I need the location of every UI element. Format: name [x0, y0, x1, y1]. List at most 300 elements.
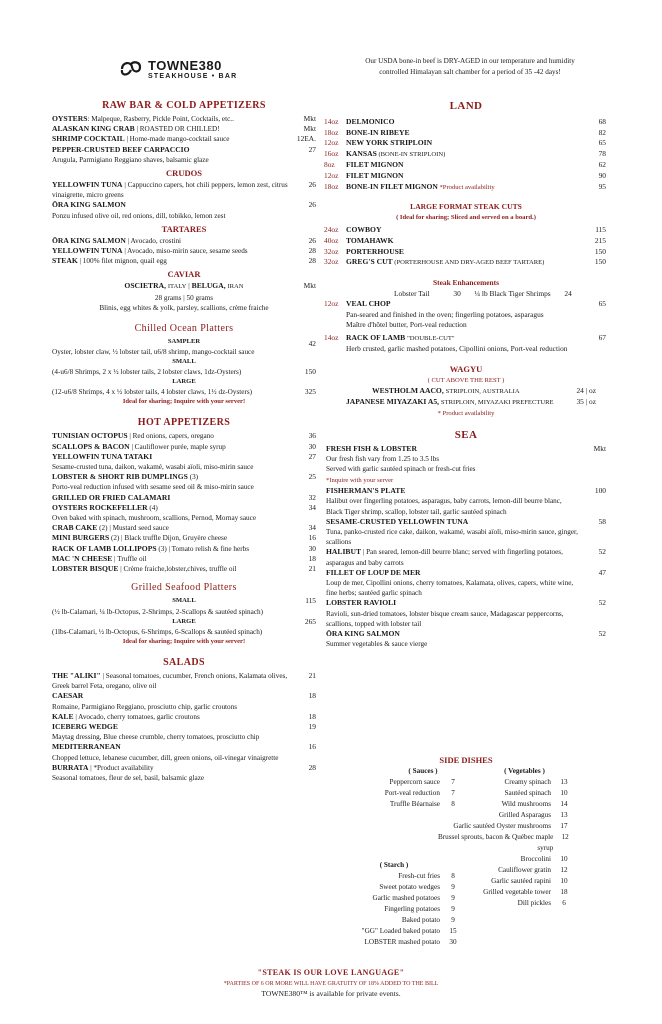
land-item-name: KANSAS — [346, 148, 377, 158]
wagyu-2-name: JAPANESE MIYAZAKI A5, — [346, 397, 440, 407]
crudos-item-text — [52, 211, 316, 221]
hot-appetizer-item-desc: | Cauliflower purée, maple syrup — [129, 442, 226, 451]
raw-bar-item — [52, 124, 316, 134]
land-item — [326, 160, 606, 171]
gratuity-note: *PARTIES OF 6 OR MORE WILL HAVE GRATUITY OF 18% ADDED TO THE BILL — [223, 981, 439, 987]
starch-item-price: 9 — [451, 905, 455, 913]
sea-item-text — [326, 486, 606, 496]
sea-item-text — [326, 598, 606, 608]
sea-item-desc: Ravioli, sun-dried tomatoes, lobster bisque cream sauce, Madagascar peppercorns, scallions, topped with lobster tail — [326, 609, 564, 628]
crudos-item-price: 26 — [308, 180, 316, 190]
sauce-item-name: Port-veal reduction — [384, 789, 440, 797]
vegetable-item-price: 10 — [560, 789, 568, 797]
hot-appetizer-item — [52, 442, 316, 452]
land-item-price: 95 — [598, 181, 606, 191]
salad-item — [52, 712, 316, 722]
sharing-note: Ideal for sharing; Inquire with your server! — [122, 398, 246, 406]
starch-item — [352, 937, 466, 948]
large-cuts-note: ( Ideal for sharing; Sliced and served on a board.) — [396, 214, 536, 222]
hot-appetizer-item-text — [52, 523, 316, 533]
salad-item-text — [52, 702, 316, 712]
raw-bar-list — [52, 114, 316, 165]
vegetable-item-name: Creamy spinach — [504, 778, 551, 786]
salad-item-name: KALE — [52, 711, 74, 721]
wagyu-note: ( CUT ABOVE THE REST ) — [427, 376, 505, 384]
crudos-item-name: ŌRA KING SALMON — [52, 200, 126, 210]
caviar-row: OSCIETRA, ITALY | BELUGA, IRAN Mkt — [124, 281, 316, 291]
enhancements-row — [326, 289, 606, 299]
raw-bar-item — [52, 155, 316, 165]
sea-item-text — [326, 517, 606, 527]
raw-bar-item-price: 27 — [308, 144, 316, 154]
salad-item — [52, 753, 316, 763]
vegetable-item — [432, 799, 577, 810]
salad-item-price: 18 — [308, 691, 316, 701]
sauce-item-price: 7 — [451, 778, 455, 786]
large-cut-item — [326, 247, 606, 258]
hot-appetizer-item-text — [52, 513, 316, 523]
brand-mark-icon — [118, 58, 144, 80]
hot-appetizer-item-desc: (3) | Tomato relish & fine herbs — [156, 544, 249, 553]
sea-item — [326, 527, 606, 547]
hot-appetizer-item-text — [52, 472, 316, 482]
tartares-item-text — [52, 246, 316, 256]
wagyu-1-desc: STRIPLOIN, AUSTRALIA — [445, 388, 520, 396]
vegetable-item-price: 10 — [560, 855, 568, 863]
fresh-fish-name: FRESH FISH & LOBSTER — [326, 443, 417, 453]
vegetable-item — [432, 777, 577, 788]
raw-bar-item-name: SHRIMP COCKTAIL — [52, 134, 125, 144]
raw-bar-item-name: ALASKAN KING CRAB — [52, 124, 135, 134]
crudos-item-text — [52, 200, 316, 210]
hot-appetizer-item — [52, 513, 316, 523]
private-events-note: TOWNE380™ is available for private events. — [261, 989, 401, 998]
wagyu-1-price: 24 | oz — [576, 386, 596, 396]
starch-column — [352, 860, 466, 948]
land-list — [326, 117, 606, 193]
hot-appetizer-item-price: 30 — [308, 441, 316, 451]
land-item — [326, 117, 606, 128]
hot-appetizer-item-price: 21 — [308, 564, 316, 574]
starch-item — [352, 893, 466, 904]
land-item — [326, 171, 606, 182]
crudos-item-desc: Ponzu infused olive oil, red onions, dill, tobikko, lemon zest — [52, 211, 226, 220]
land-item-desc: *Product availability — [437, 183, 495, 191]
raw-bar-item-desc: | Home-made mango-cocktail sauce — [124, 135, 230, 144]
sea-item-desc: Halibut over fingerling potatoes, asparagus, baby carrots, lemon-dill beurre blanc, Black Tiger shrimp, scallop, lobster tail, garlic sautéed spinach — [326, 497, 562, 516]
lamb-row — [326, 333, 606, 345]
salad-item-desc: | Avocado, cherry tomatoes, garlic croutons — [73, 712, 200, 721]
lamb-tag: "DOUBLE-CUT" — [407, 334, 455, 342]
land-item-oz: 18oz — [324, 127, 339, 137]
starch-item-price: 30 — [449, 938, 457, 946]
vegetable-item — [432, 788, 577, 799]
large-cut-item-oz: 32oz — [324, 246, 339, 256]
crudos-item-text — [52, 180, 316, 200]
veal-oz: 12oz — [324, 298, 339, 308]
sea-item-price: 52 — [598, 628, 606, 638]
hot-appetizer-item-desc: (3) — [187, 473, 199, 482]
salad-item — [52, 742, 316, 752]
hot-appetizer-item-name: GRILLED OR FRIED CALAMARI — [52, 492, 171, 502]
hot-appetizer-item-price: 34 — [308, 502, 316, 512]
tartares-item-desc: | Avocado, crostini — [125, 236, 182, 245]
salad-item-price: 28 — [308, 762, 316, 772]
vegetable-item-name: Cauliflower gratin — [498, 866, 551, 874]
sea-item-price: 47 — [598, 567, 606, 577]
lamb-desc: Herb crusted, garlic mashed potatoes, Cipollini onions, Port-veal reduction — [346, 344, 568, 354]
sea-item — [326, 568, 606, 578]
starch-item-name: Baked potato — [401, 916, 440, 924]
small-label: SMALL — [172, 357, 196, 365]
sauce-item-name: Peppercorn sauce — [389, 778, 440, 786]
hot-appetizer-item-text — [52, 462, 316, 472]
hot-appetizer-item — [52, 544, 316, 554]
starch-item — [352, 871, 466, 882]
salad-item — [52, 732, 316, 742]
hot-appetizer-item-desc: | Red onions, capers, oregano — [127, 432, 214, 441]
raw-bar-item-text — [52, 114, 316, 124]
salads-title: SALADS — [163, 656, 205, 668]
crudos-item — [52, 211, 316, 221]
salad-item-desc: | Seasonal tomatoes, cucumber, French onions, Kalamata olives, Greek barrel Feta, oregano, olive oil — [52, 671, 288, 691]
hot-appetizer-item-text — [52, 452, 316, 462]
hot-appetizer-item-text — [52, 431, 316, 441]
sea-item-price: 100 — [594, 486, 606, 496]
hot-appetizer-item-name: RACK OF LAMB LOLLIPOPS — [52, 543, 157, 553]
large-cut-item-name: COWBOY — [346, 225, 382, 235]
fresh-fish-inquire: *Inquire with your server — [326, 476, 394, 484]
vegetable-item — [432, 810, 577, 821]
salad-item-text — [52, 742, 316, 752]
veal-price: 65 — [598, 298, 606, 308]
raw-bar-item-text — [52, 124, 316, 134]
hot-appetizer-item-price: 27 — [308, 451, 316, 461]
right-column — [326, 96, 606, 649]
tartares-item-text — [52, 236, 316, 246]
hot-appetizer-item — [52, 503, 316, 513]
starch-item-price: 9 — [451, 916, 455, 924]
sea-item-price: 52 — [598, 598, 606, 608]
land-item-oz: 16oz — [324, 148, 339, 158]
tartares-item-price: 26 — [308, 235, 316, 245]
salad-item — [52, 722, 316, 732]
hot-appetizer-item — [52, 493, 316, 503]
sea-item — [326, 496, 606, 516]
starch-item — [352, 904, 466, 915]
land-item — [326, 182, 606, 194]
hot-appetizer-item — [52, 554, 316, 564]
hot-appetizer-item-price: 16 — [308, 533, 316, 543]
starch-item-name: Sweet potato wedges — [379, 883, 440, 891]
grilled-small-label — [52, 596, 316, 606]
sea-item-text — [326, 568, 606, 578]
hot-appetizer-item-text — [52, 564, 316, 574]
salad-item-price: 18 — [308, 711, 316, 721]
land-item-name: FILET MIGNON — [346, 170, 404, 180]
veal-row — [326, 299, 606, 310]
salad-item-desc: Seasonal tomatoes, fleur de sel, basil, balsamic glaze — [52, 773, 205, 782]
starch-item — [352, 882, 466, 893]
tartares-item — [52, 236, 316, 246]
sampler-desc: Oyster, lobster claw, ½ lobster tail, u6/8 shrimp, mango-cocktail sauce — [52, 347, 255, 356]
hot-appetizer-item-name: LOBSTER & SHORT RIB DUMPLINGS — [52, 472, 188, 482]
hot-appetizer-item — [52, 533, 316, 543]
lamb-price: 67 — [598, 332, 606, 342]
vegetable-item-price: 14 — [560, 800, 568, 808]
veal-name: VEAL CHOP — [346, 298, 391, 308]
sauces-title: ( Sauces ) — [408, 767, 438, 775]
tartares-list — [52, 236, 316, 267]
tartares-item — [52, 256, 316, 266]
raw-bar-item — [52, 114, 316, 124]
vegetable-item-price: 6 — [562, 899, 566, 907]
small-desc: (4-u6/8 Shrimps, 2 x ½ lobster tails, 2 lobster claws, 1dz-Oysters) — [52, 368, 242, 377]
salad-item — [52, 702, 316, 712]
starch-item-price: 9 — [451, 883, 455, 891]
raw-bar-item-name: PEPPER-CRUSTED BEEF CARPACCIO — [52, 144, 190, 154]
salad-item — [52, 763, 316, 773]
sea-item — [326, 639, 606, 649]
sea-list — [326, 486, 606, 649]
salad-item-text — [52, 691, 316, 701]
left-column — [52, 96, 316, 783]
sea-item-desc: | Pan seared, lemon-dill beurre blanc; served with fingerling potatoes, asparagus and baby carrots — [326, 548, 563, 567]
hot-appetizer-item — [52, 523, 316, 533]
sampler-price: 42 — [308, 338, 316, 348]
starch-item — [352, 915, 466, 926]
wagyu-1-name: WESTHOLM AACO, — [372, 386, 444, 396]
land-item-price: 90 — [598, 170, 606, 180]
salads-list — [52, 671, 316, 783]
starch-item-name: Garlic mashed potatoes — [372, 894, 440, 902]
lamb-name: RACK OF LAMB — [346, 332, 406, 342]
salad-item-name: BURRATA — [52, 762, 89, 772]
sampler-label: SAMPLER — [167, 337, 201, 345]
vegetable-item-name: Garlic sautéed Oyster mushrooms — [453, 822, 551, 830]
footer — [0, 968, 662, 998]
crudos-item-desc: | Cappuccino capers, hot chili peppers, lemon zest, citrus vinaigrette, micro greens — [52, 181, 288, 200]
sea-item-name: SESAME-CRUSTED YELLOWFIN TUNA — [326, 516, 469, 526]
salad-item-name: ICEBERG WEDGE — [52, 721, 118, 731]
sauce-item-price: 7 — [451, 789, 455, 797]
hot-appetizer-item-name: MINI BURGERS — [52, 533, 110, 543]
large-cut-item — [326, 225, 606, 236]
salad-item-text — [52, 763, 316, 773]
sea-item-price: 52 — [598, 547, 606, 557]
land-title: LAND — [449, 100, 483, 112]
large-cut-item-name: TOMAHAWK — [346, 235, 394, 245]
salad-item-text — [52, 671, 316, 691]
brand-logo — [118, 56, 268, 86]
vegetable-item-price: 12 — [560, 866, 568, 874]
hot-appetizer-item-text — [52, 544, 316, 554]
enh-lobster-price: 30 — [453, 288, 461, 298]
crudos-title: CRUDOS — [166, 168, 202, 179]
sea-item-desc: Loup de mer, Cipollini onions, cherry tomatoes, Kalamata, olives, capers, white wine, fine herbs; sautéed garlic spinach — [326, 578, 574, 598]
usda-note: Our USDA bone-in beef is DRY-AGED in our temperature and humidity controlled Himalayan salt chamber for a period of 35 -42 days! — [365, 57, 575, 76]
wagyu-title: WAGYU — [449, 363, 483, 374]
starch-item-name: LOBSTER mashed potato — [364, 938, 440, 946]
hot-appetizer-item-name: TUNISIAN OCTOPUS — [52, 431, 128, 441]
brand-subtitle: STEAKHOUSE • BAR — [148, 73, 238, 80]
raw-bar-item-price: Mkt — [303, 124, 316, 134]
salad-item-text — [52, 712, 316, 722]
sea-item — [326, 609, 606, 629]
caviar-oscietra: OSCIETRA, — [124, 281, 166, 291]
salad-item-desc: Chopped lettuce, lebanese cucumber, dill, green onions, oil-vinegar vinaigrette — [52, 753, 279, 762]
land-item-price: 68 — [598, 117, 606, 126]
salad-item-price: 19 — [308, 721, 316, 731]
sea-item-text — [326, 547, 606, 567]
sea-item-name: FILLET OF LOUP DE MER — [326, 567, 421, 577]
slogan: "STEAK IS OUR LOVE LANGUAGE" — [257, 968, 405, 977]
starch-item-name: Fresh-cut fries — [398, 872, 440, 880]
hot-appetizer-item-name: SCALLOPS & BACON — [52, 441, 130, 451]
large-cut-item-oz: 32oz — [324, 257, 339, 267]
salad-item-text — [52, 773, 316, 783]
land-item-name: BONE-IN FILET MIGNON — [346, 181, 438, 191]
vegetable-item-name: Wild mushrooms — [501, 800, 551, 808]
large-desc: (12-u6/8 Shrimps, 4 x ½ lobster tails, 4 lobster claws, 1½ dz-Oysters) — [52, 388, 253, 397]
land-item — [326, 149, 606, 161]
raw-bar-item-text — [52, 145, 316, 155]
sea-item — [326, 547, 606, 567]
sea-item-name: LOBSTER RAVIOLI — [326, 598, 397, 608]
hot-appetizer-item — [52, 482, 316, 492]
sea-item — [326, 517, 606, 527]
land-item — [326, 138, 606, 149]
raw-bar-item-desc: | ROASTED OR CHILLED! — [134, 125, 220, 134]
fresh-fish-row — [326, 444, 606, 454]
land-item-oz: 12oz — [324, 138, 339, 148]
land-item-name: DELMONICO — [346, 117, 395, 126]
hot-appetizers-list — [52, 431, 316, 574]
sea-item-name: ŌRA KING SALMON — [326, 628, 400, 638]
caviar-price: Mkt — [303, 281, 316, 291]
lamb-oz: 14oz — [324, 332, 339, 342]
enh-lobster: Lobster Tail — [394, 288, 430, 298]
hot-appetizer-item-text — [52, 554, 316, 564]
hot-appetizer-item-price: 30 — [308, 543, 316, 553]
vegetable-item-name: Garlic sautéed rapini — [491, 877, 551, 885]
hot-appetizer-item-desc: Porto-veal reduction infused with sesame seed oil & miso-mirin sauce — [52, 483, 254, 492]
tartares-item-name: YELLOWFIN TUNA — [52, 246, 123, 256]
raw-bar-item-text — [52, 155, 316, 165]
land-item-oz: 18oz — [324, 181, 339, 191]
tartares-item-desc: | Avocado, miso-mirin sauce, sesame seeds — [122, 247, 248, 256]
salad-item — [52, 691, 316, 701]
hot-appetizer-item — [52, 431, 316, 441]
caviar-beluga: BELUGA, — [191, 281, 226, 291]
vegetable-item-price: 17 — [560, 822, 568, 830]
hot-appetizer-item-text — [52, 482, 316, 492]
hot-appetizer-item-name: CRAB CAKE — [52, 523, 98, 533]
hot-appetizer-item-price: 34 — [308, 523, 316, 533]
grilled-large-label-text: LARGE — [172, 617, 196, 625]
tartares-item-name: STEAK — [52, 256, 78, 266]
hot-appetizer-item-desc: | Truffle oil — [112, 554, 147, 563]
salad-item-desc: | *Product availability — [88, 763, 154, 772]
land-item-desc: (BONE-IN STRIPLOIN) — [376, 150, 446, 158]
vegetable-item-name: Brussel sprouts, bacon & Québec maple syrup — [437, 833, 554, 852]
land-item-price: 62 — [598, 160, 606, 170]
large-cuts-title: LARGE FORMAT STEAK CUTS — [410, 202, 522, 212]
large-row — [52, 387, 316, 397]
wagyu-2-desc: STRIPLOIN, MIYAZAKI PREFECTURE — [440, 399, 554, 407]
vegetable-item — [432, 832, 577, 854]
hot-appetizer-item-name: YELLOWFIN TUNA TATAKI — [52, 451, 153, 461]
enh-shrimp-price: 24 — [564, 288, 572, 298]
crudos-item-name: YELLOWFIN TUNA — [52, 180, 123, 190]
caviar-title: CAVIAR — [167, 269, 201, 280]
starch-list — [352, 871, 466, 948]
starch-item-price: 8 — [451, 872, 455, 880]
hot-appetizers-title: HOT APPETIZERS — [137, 417, 231, 429]
vegetable-item-price: 13 — [560, 811, 568, 819]
hot-appetizer-item-desc: (2) | Black truffle Dijon, Gruyère cheese — [109, 534, 228, 543]
sea-item — [326, 598, 606, 608]
land-item-oz: 8oz — [324, 160, 335, 170]
large-cut-item — [326, 236, 606, 247]
starch-item-price: 15 — [449, 927, 457, 935]
tartares-item — [52, 246, 316, 256]
large-cut-item-name: GREG'S CUT — [346, 257, 393, 267]
hot-appetizer-item-text — [52, 533, 316, 543]
raw-bar-item-desc: : Malpeque, Rasberry, Pickle Point, Cocktails, etc.. — [87, 115, 234, 123]
sea-item-desc: Tuna, panko-crusted rice cake, daikon, wakamé, wasabi aïoli, miso-mirin sauce, ginger, scallions — [326, 527, 578, 547]
hot-appetizer-item-price: 18 — [308, 553, 316, 563]
hot-appetizer-item — [52, 564, 316, 574]
large-cut-item-name: PORTERHOUSE — [346, 246, 404, 256]
hot-appetizer-item-price: 32 — [308, 492, 316, 502]
hot-appetizer-item-price: 36 — [308, 431, 316, 441]
vegetable-item — [432, 821, 577, 832]
caviar-origin-2: IRAN — [227, 283, 244, 291]
large-cut-item-price: 150 — [594, 246, 606, 256]
sea-item-text — [326, 639, 606, 649]
tartares-item-name: ŌRA KING SALMON — [52, 235, 126, 245]
crudos-list — [52, 180, 316, 221]
sea-item-price: 58 — [598, 516, 606, 526]
large-cut-item — [326, 257, 606, 269]
salad-item-desc: Romaine, Parmigiano Reggiano, prosciutto chip, garlic croutons — [52, 702, 238, 711]
hot-appetizer-item-text — [52, 503, 316, 513]
grilled-sharing-note: Ideal for sharing; Inquire with your server! — [122, 637, 246, 645]
grilled-small-price: 115 — [305, 596, 316, 606]
raw-bar-item — [52, 145, 316, 155]
sea-item-desc: Summer vegetables & sauce vierge — [326, 640, 428, 649]
grilled-platters-title: Grilled Seafood Platters — [131, 582, 237, 594]
hot-appetizer-item-name: MAC 'N CHEESE — [52, 553, 113, 563]
sea-title: SEA — [454, 428, 478, 441]
raw-bar-item — [52, 134, 316, 144]
large-cut-item-price: 115 — [595, 225, 606, 235]
starch-item — [352, 926, 466, 937]
large-cut-item-price: 150 — [594, 257, 606, 267]
hot-appetizer-item-text — [52, 493, 316, 503]
hot-appetizer-item — [52, 472, 316, 482]
veal-desc-2: Maître d'hôtel butter, Port-veal reduction — [346, 320, 467, 330]
sea-item-text — [326, 578, 606, 598]
raw-bar-title: RAW BAR & COLD APPETIZERS — [102, 100, 266, 111]
vegetable-item-price: 10 — [560, 877, 568, 885]
large-cut-item-oz: 24oz — [324, 225, 339, 235]
large-cut-item-desc: (PORTERHOUSE AND DRY-AGED BEEF TARTARE) — [392, 259, 545, 267]
hot-appetizer-item-desc: | Crème fraiche,lobster,chives, truffle oil — [118, 565, 237, 574]
sea-item-text — [326, 527, 606, 547]
hot-appetizer-item — [52, 452, 316, 462]
